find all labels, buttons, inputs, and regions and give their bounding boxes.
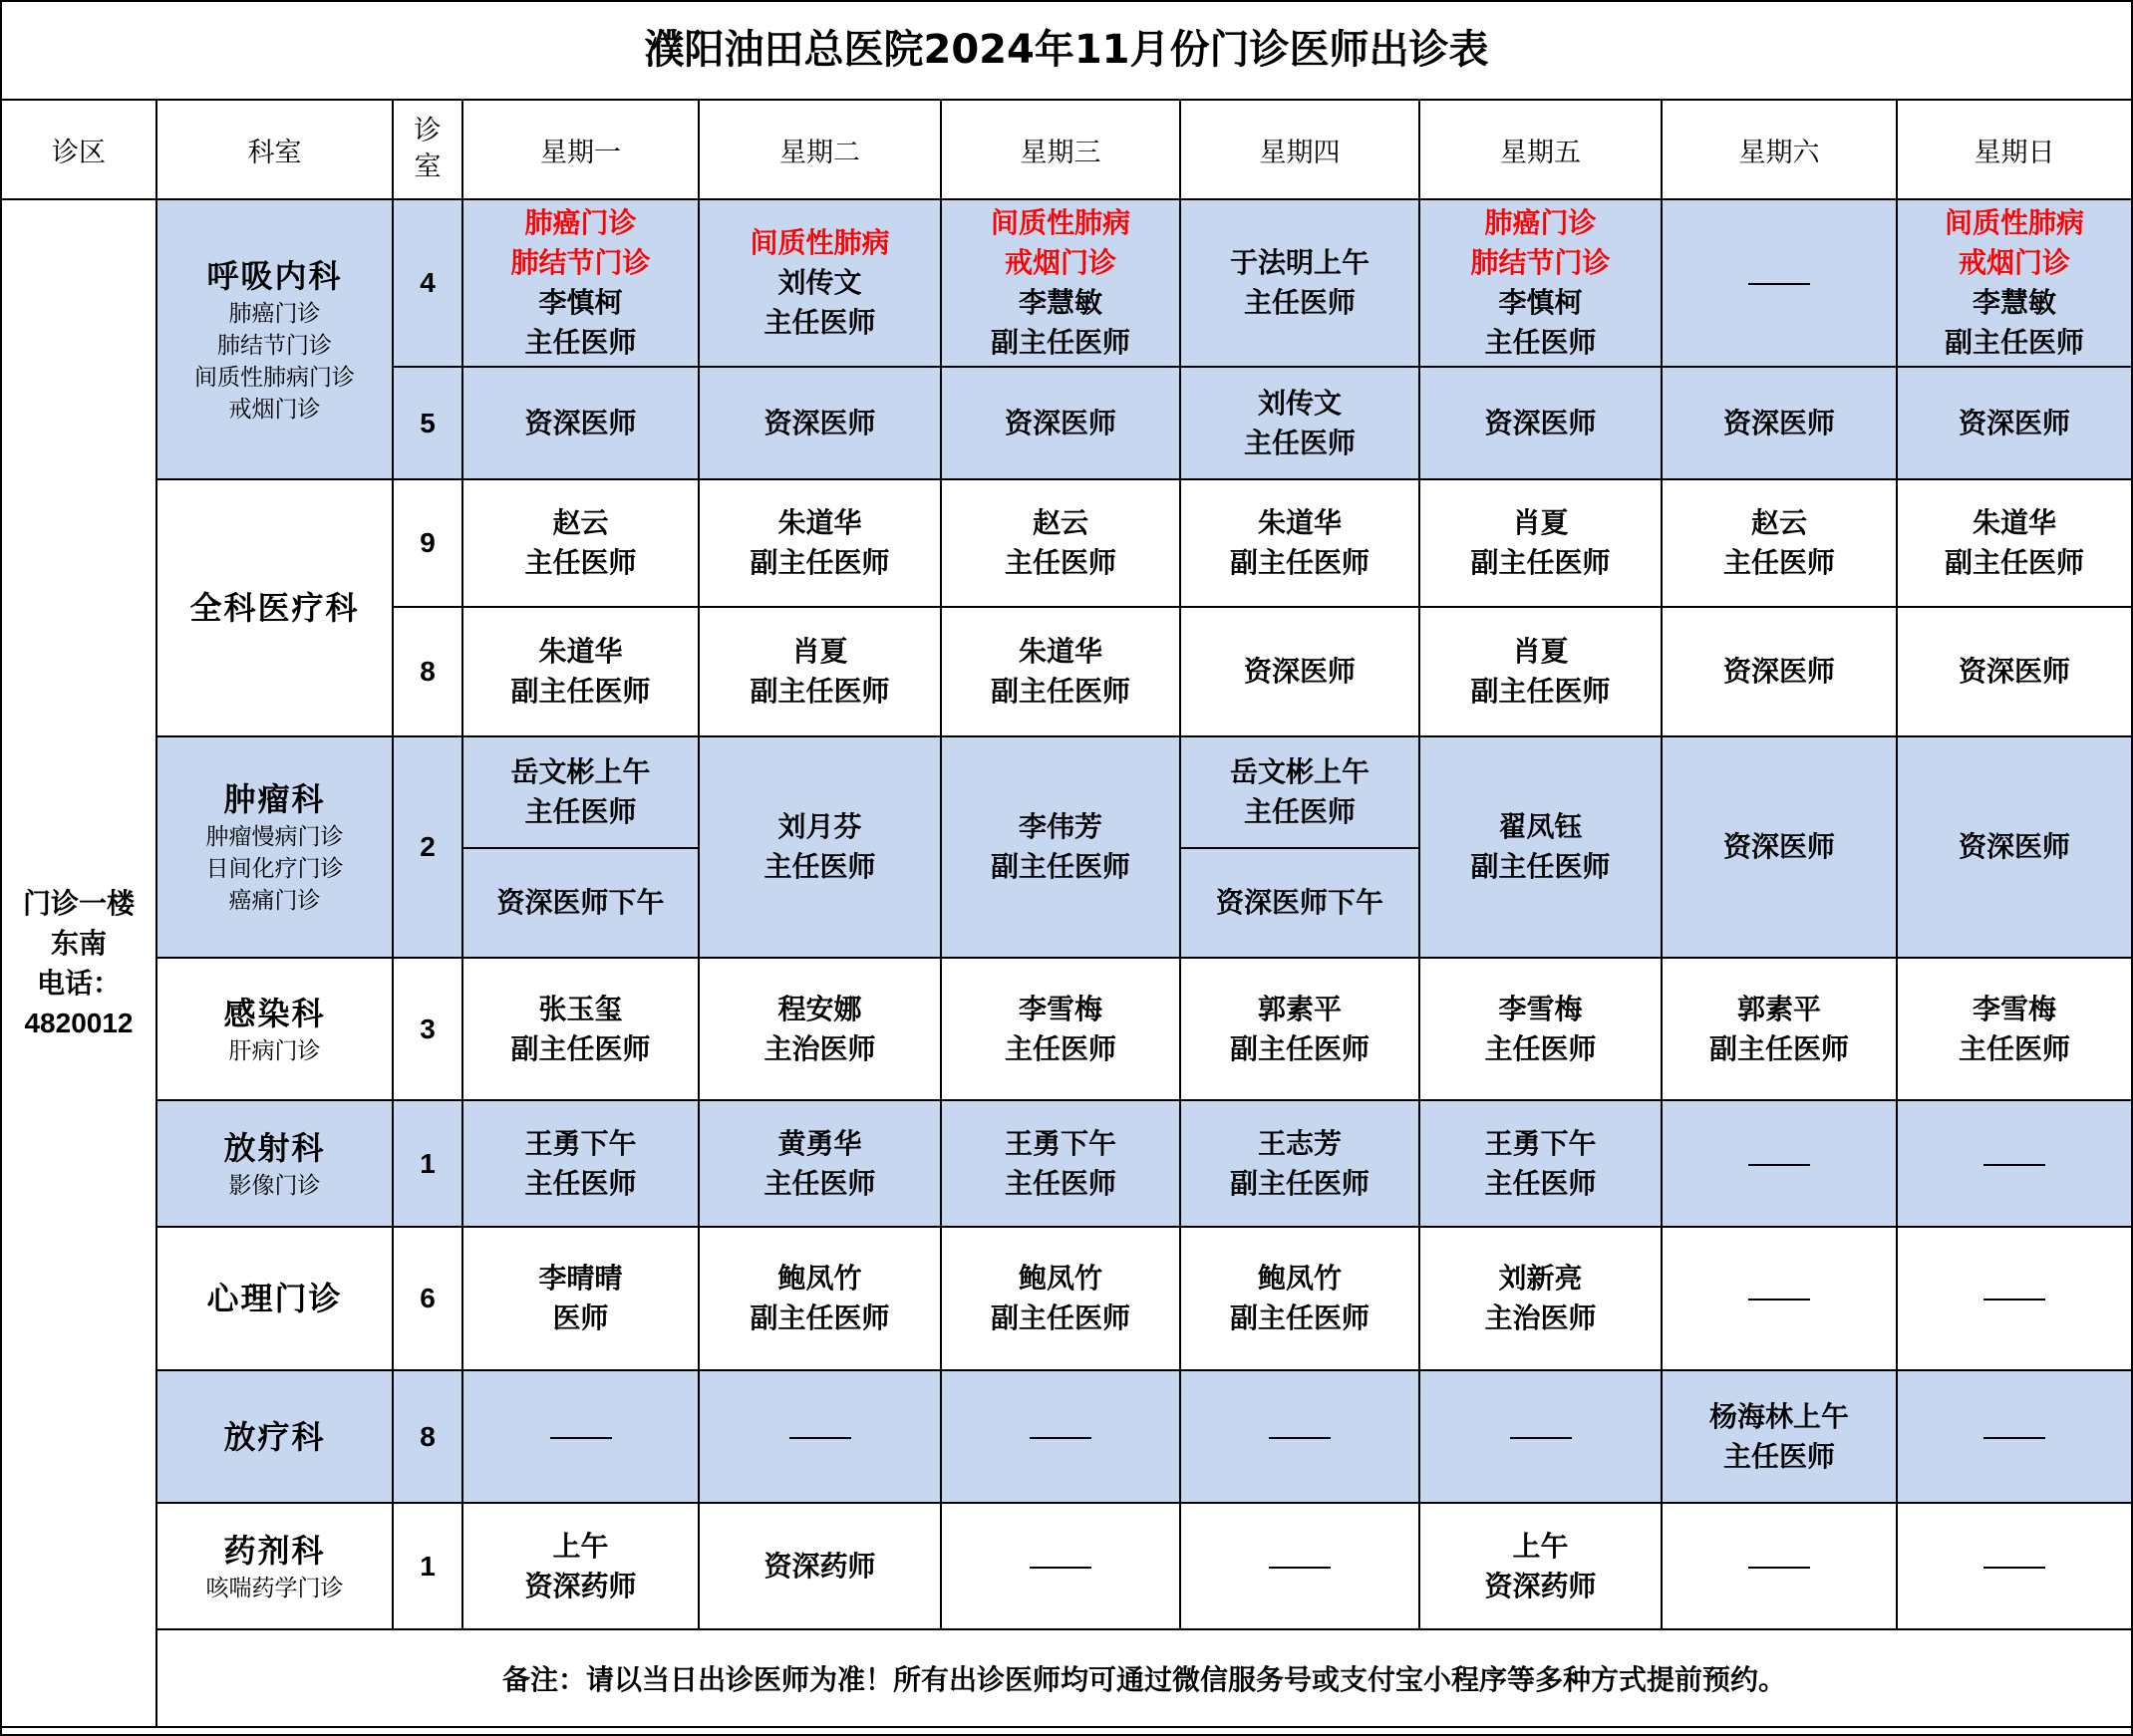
doctor-line: 刘月芬	[777, 810, 862, 843]
doctor-line: 主任医师	[524, 546, 637, 579]
dept-respiratory	[156, 199, 393, 479]
schedule-cell	[941, 1100, 1180, 1227]
doctor-line: 资深药师	[1484, 1569, 1597, 1602]
doctor-line: 副主任医师	[990, 326, 1130, 359]
row-infection	[2, 958, 2131, 1100]
room-number: 3	[393, 958, 462, 1100]
doctor-line: 主任医师	[763, 1166, 876, 1200]
row-oncology-am	[2, 736, 2131, 848]
doctor-line: 李雪梅	[1018, 992, 1102, 1025]
doctor-line: 资深药师	[763, 1549, 876, 1583]
doctor-line: 资深医师	[1722, 406, 1835, 439]
doctor-line: 李雪梅	[1498, 992, 1583, 1025]
doctor-line: 主任医师	[1004, 546, 1116, 579]
no-clinic-dash	[1748, 1567, 1810, 1569]
schedule-cell	[1419, 736, 1662, 958]
schedule-cell	[941, 607, 1180, 736]
dept-sub: 癌痛门诊	[228, 888, 321, 914]
schedule-cell	[699, 1370, 941, 1503]
schedule-cell	[699, 479, 941, 607]
schedule-cell	[699, 736, 941, 958]
room-number: 2	[393, 736, 462, 958]
clinic-label: 戒烟门诊	[1958, 246, 2070, 279]
doctor-line: 王勇下午	[1484, 1126, 1597, 1160]
schedule-cell	[941, 1227, 1180, 1370]
doctor-line: 岳文彬上午	[510, 755, 651, 788]
no-clinic-dash	[1030, 1567, 1091, 1569]
doctor-line: 赵云	[552, 506, 609, 539]
doctor-line: 主任医师	[1243, 426, 1356, 459]
doctor-line: 主任医师	[1722, 1439, 1835, 1473]
doctor-line: 副主任医师	[1470, 850, 1611, 883]
doctor-line: 资深医师下午	[1215, 886, 1383, 919]
schedule-cell	[1419, 479, 1662, 607]
dept-name: 呼吸内科	[206, 256, 343, 295]
header-day-fri: 星期五	[1419, 101, 1662, 199]
dept-name: 心理门诊	[206, 1280, 343, 1317]
clinic-label: 肺癌门诊	[1484, 206, 1597, 239]
no-clinic-dash	[1748, 283, 1810, 285]
schedule-cell	[1662, 1227, 1897, 1370]
doctor-line: 朱道华	[777, 506, 862, 539]
doctor-line: 赵云	[1750, 506, 1807, 539]
dept-sub: 咳喘药学门诊	[205, 1575, 344, 1601]
schedule-cell	[1897, 958, 2131, 1100]
dept-radiotherapy	[156, 1370, 393, 1503]
doctor-line: 副主任医师	[750, 675, 890, 708]
dept-sub: 影像门诊	[228, 1172, 321, 1199]
schedule-cell	[699, 958, 941, 1100]
schedule-cell	[941, 736, 1180, 958]
doctor-line: 王勇下午	[524, 1126, 637, 1160]
doctor-line: 杨海林上午	[1708, 1399, 1849, 1433]
doctor-line: 黄勇华	[777, 1126, 862, 1160]
schedule-cell	[1897, 479, 2131, 607]
doctor-line: 主任医师	[1243, 795, 1356, 828]
doctor-line: 资深医师	[1243, 655, 1356, 688]
schedule-cell	[1180, 1227, 1419, 1370]
schedule-cell	[1419, 958, 1662, 1100]
doctor-line: 副主任医师	[510, 675, 651, 708]
dept-name: 肿瘤科	[223, 780, 326, 818]
header-day-wed: 星期三	[941, 101, 1180, 199]
row-radiology	[2, 1100, 2131, 1227]
doctor-line: 郭素平	[1257, 992, 1342, 1025]
schedule-cell	[1897, 199, 2131, 367]
schedule-cell	[1180, 479, 1419, 607]
schedule-cell	[699, 1503, 941, 1629]
schedule-cell	[1180, 736, 1419, 848]
doctor-line: 主治医师	[1484, 1302, 1597, 1334]
dept-radiology	[156, 1100, 393, 1227]
schedule-cell	[1180, 607, 1419, 736]
doctor-line: 主任医师	[763, 306, 876, 339]
clinic-label: 间质性肺病	[750, 226, 890, 259]
doctor-line: 程安娜	[777, 992, 862, 1025]
doctor-line: 主任医师	[524, 326, 637, 359]
doctor-line: 副主任医师	[1229, 1166, 1370, 1200]
dept-sub: 肝病门诊	[228, 1037, 321, 1064]
clinic-label: 肺结节门诊	[1470, 246, 1611, 279]
schedule-cell	[699, 199, 941, 367]
doctor-line: 副主任医师	[1470, 675, 1611, 708]
clinic-label: 间质性肺病	[990, 206, 1130, 239]
schedule-cell	[462, 736, 699, 848]
doctor-line: 李慎柯	[1498, 286, 1583, 319]
doctor-line: 副主任医师	[990, 850, 1130, 883]
schedule-cell	[1662, 958, 1897, 1100]
schedule-cell	[462, 1370, 699, 1503]
dept-name: 全科医疗科	[189, 589, 360, 627]
schedule-cell	[1897, 1370, 2131, 1503]
doctor-line: 肖夏	[791, 635, 848, 668]
dept-name: 药剂科	[223, 1531, 326, 1570]
doctor-line: 刘新亮	[1498, 1262, 1583, 1295]
schedule-cell	[699, 1227, 941, 1370]
doctor-line: 朱道华	[1972, 506, 2056, 539]
schedule-cell	[1180, 848, 1419, 958]
page-title: 濮阳油田总医院2024年11月份门诊医师出诊表	[2, 2, 2131, 101]
row-general-9	[2, 479, 2131, 607]
doctor-line: 主任医师	[1004, 1166, 1116, 1200]
doctor-line: 主任医师	[1722, 546, 1835, 579]
room-number: 9	[393, 479, 462, 607]
schedule-cell	[1180, 1503, 1419, 1629]
doctor-line: 资深医师	[1958, 655, 2070, 688]
schedule-cell	[1180, 199, 1419, 367]
schedule-cell	[462, 607, 699, 736]
room-number: 4	[393, 199, 462, 367]
no-clinic-dash	[1748, 1164, 1810, 1166]
doctor-line: 资深医师	[1722, 655, 1835, 688]
doctor-line: 资深医师	[1004, 406, 1116, 439]
schedule-cell	[1180, 1100, 1419, 1227]
schedule-cell	[1662, 1370, 1897, 1503]
doctor-line: 副主任医师	[1229, 1031, 1370, 1065]
schedule-cell	[699, 1100, 941, 1227]
schedule-cell	[1662, 736, 1897, 958]
clinic-label: 戒烟门诊	[1004, 246, 1116, 279]
schedule-cell	[1662, 367, 1897, 479]
zone-line3: 电话：	[36, 966, 121, 1000]
schedule-cell	[462, 479, 699, 607]
schedule-cell	[462, 199, 699, 367]
dept-sub: 日间化疗门诊	[205, 856, 344, 882]
schedule-cell	[1419, 1370, 1662, 1503]
doctor-line: 资深药师	[524, 1569, 637, 1602]
doctor-line: 副主任医师	[1229, 1302, 1370, 1334]
doctor-line: 刘传文	[1257, 386, 1342, 420]
schedule-cell	[1419, 367, 1662, 479]
schedule-cell	[462, 1503, 699, 1629]
doctor-line: 主任医师	[1243, 286, 1356, 319]
no-clinic-dash	[1983, 1437, 2045, 1439]
schedule-cell	[1662, 199, 1897, 367]
doctor-line: 资深医师	[524, 406, 637, 439]
header-zone: 诊区	[2, 101, 156, 199]
doctor-line: 翟凤钰	[1498, 810, 1583, 843]
row-radiotherapy	[2, 1370, 2131, 1503]
dept-sub: 戒烟门诊	[228, 396, 321, 423]
no-clinic-dash	[1983, 1567, 2045, 1569]
schedule-cell	[1897, 367, 2131, 479]
room-number: 8	[393, 1370, 462, 1503]
doctor-line: 肖夏	[1512, 635, 1569, 668]
doctor-line: 主治医师	[763, 1031, 876, 1065]
no-clinic-dash	[1510, 1437, 1572, 1439]
note-row	[2, 1629, 2131, 1727]
doctor-line: 鲍凤竹	[777, 1262, 862, 1295]
doctor-line: 资深医师	[1958, 830, 2070, 863]
doctor-line: 主任医师	[1484, 326, 1597, 359]
no-clinic-dash	[789, 1437, 851, 1439]
doctor-line: 李伟芳	[1018, 810, 1102, 843]
schedule-cell	[941, 1370, 1180, 1503]
dept-pharmacy	[156, 1503, 393, 1629]
doctor-line: 主任医师	[1958, 1031, 2070, 1065]
header-room	[393, 101, 462, 199]
schedule-cell	[1180, 367, 1419, 479]
header-dept: 科室	[156, 101, 393, 199]
header-row	[2, 101, 2131, 199]
schedule-cell	[1180, 1370, 1419, 1503]
footnote: 备注：请以当日出诊医师为准！所有出诊医师均可通过微信服务号或支付宝小程序等多种方式提前预约。	[156, 1629, 2131, 1727]
header-room-line2: 室	[414, 151, 442, 182]
dept-psych	[156, 1227, 393, 1370]
doctor-line: 主任医师	[1004, 1031, 1116, 1065]
zone-phone: 4820012	[24, 1007, 134, 1038]
schedule-cell	[1419, 1503, 1662, 1629]
schedule-cell	[1662, 479, 1897, 607]
doctor-line: 朱道华	[1257, 506, 1342, 539]
schedule-cell	[941, 1503, 1180, 1629]
doctor-line: 主任医师	[524, 1166, 637, 1200]
schedule-cell	[941, 199, 1180, 367]
doctor-line: 副主任医师	[1470, 546, 1611, 579]
schedule-cell	[462, 848, 699, 958]
dept-name: 放疗科	[223, 1417, 326, 1456]
header-room-line1: 诊	[414, 116, 442, 146]
header-day-mon: 星期一	[462, 101, 699, 199]
doctor-line: 赵云	[1032, 506, 1088, 539]
doctor-line: 刘传文	[777, 266, 862, 299]
header-day-sat: 星期六	[1662, 101, 1897, 199]
dept-sub: 间质性肺病门诊	[194, 364, 355, 391]
doctor-line: 主任医师	[524, 795, 637, 828]
doctor-line: 资深医师	[1722, 830, 1835, 863]
schedule-cell	[462, 958, 699, 1100]
schedule-cell	[1419, 1227, 1662, 1370]
doctor-line: 资深医师下午	[496, 886, 665, 919]
schedule-cell	[1897, 607, 2131, 736]
doctor-line: 副主任医师	[510, 1031, 651, 1065]
header-day-sun: 星期日	[1897, 101, 2131, 199]
doctor-line: 上午	[1512, 1529, 1569, 1563]
doctor-line: 主任医师	[1484, 1031, 1597, 1065]
row-pharmacy	[2, 1503, 2131, 1629]
header-day-thu: 星期四	[1180, 101, 1419, 199]
schedule-table	[2, 101, 2131, 1728]
zone-line1: 门诊一楼	[22, 886, 135, 920]
doctor-line: 郭素平	[1736, 992, 1821, 1025]
doctor-line: 于法明上午	[1229, 246, 1370, 279]
dept-infection	[156, 958, 393, 1100]
room-number: 6	[393, 1227, 462, 1370]
schedule-cell	[941, 958, 1180, 1100]
schedule-cell	[462, 1100, 699, 1227]
doctor-line: 朱道华	[1018, 635, 1102, 668]
doctor-line: 副主任医师	[750, 546, 890, 579]
doctor-line: 资深医师	[1958, 406, 2070, 439]
doctor-line: 王勇下午	[1004, 1126, 1116, 1160]
room-number: 1	[393, 1100, 462, 1227]
doctor-line: 副主任医师	[1229, 546, 1370, 579]
doctor-line: 副主任医师	[1944, 546, 2084, 579]
doctor-line: 主任医师	[1484, 1166, 1597, 1200]
no-clinic-dash	[1030, 1437, 1091, 1439]
room-number: 5	[393, 367, 462, 479]
clinic-label: 肺癌门诊	[524, 206, 637, 239]
schedule-cell	[699, 367, 941, 479]
schedule-cell	[1419, 607, 1662, 736]
doctor-line: 鲍凤竹	[1257, 1262, 1342, 1295]
doctor-line: 岳文彬上午	[1229, 755, 1370, 788]
doctor-line: 资深医师	[1484, 406, 1597, 439]
doctor-line: 副主任医师	[1944, 326, 2084, 359]
schedule-cell	[1897, 1227, 2131, 1370]
schedule-cell	[1662, 1503, 1897, 1629]
dept-oncology	[156, 736, 393, 958]
no-clinic-dash	[1983, 1299, 2045, 1301]
dept-sub: 肺结节门诊	[217, 332, 332, 359]
schedule-cell	[1419, 199, 1662, 367]
doctor-line: 主任医师	[763, 850, 876, 883]
schedule-cell	[1897, 1503, 2131, 1629]
doctor-line: 副主任医师	[990, 675, 1130, 708]
zone-cell	[2, 199, 156, 1727]
row-psych	[2, 1227, 2131, 1370]
no-clinic-dash	[550, 1437, 612, 1439]
schedule-cell	[941, 479, 1180, 607]
header-day-tue: 星期二	[699, 101, 941, 199]
schedule-cell	[462, 1227, 699, 1370]
clinic-label: 肺结节门诊	[510, 246, 651, 279]
no-clinic-dash	[1269, 1567, 1331, 1569]
schedule-cell	[1662, 1100, 1897, 1227]
dept-sub: 肿瘤慢病门诊	[205, 824, 344, 850]
doctor-line: 李慧敏	[1018, 286, 1102, 319]
room-number: 8	[393, 607, 462, 736]
schedule-cell	[941, 367, 1180, 479]
no-clinic-dash	[1269, 1437, 1331, 1439]
no-clinic-dash	[1748, 1299, 1810, 1301]
doctor-line: 肖夏	[1512, 506, 1569, 539]
schedule-cell	[1897, 736, 2131, 958]
zone-line2: 东南	[50, 926, 107, 960]
row-respiratory-4	[2, 199, 2131, 367]
clinic-label: 间质性肺病	[1944, 206, 2084, 239]
doctor-line: 资深医师	[763, 406, 876, 439]
doctor-line: 副主任医师	[990, 1302, 1130, 1334]
doctor-line: 副主任医师	[750, 1302, 890, 1334]
schedule-cell	[1419, 1100, 1662, 1227]
doctor-line: 上午	[552, 1529, 609, 1563]
doctor-line: 医师	[552, 1302, 609, 1334]
room-number: 1	[393, 1503, 462, 1629]
dept-sub: 肺癌门诊	[228, 300, 321, 327]
schedule-cell	[699, 607, 941, 736]
doctor-line: 鲍凤竹	[1018, 1262, 1102, 1295]
schedule-cell	[1897, 1100, 2131, 1227]
doctor-line: 副主任医师	[1708, 1031, 1849, 1065]
doctor-line: 朱道华	[538, 635, 623, 668]
dept-name: 感染科	[223, 994, 326, 1032]
dept-name: 放射科	[223, 1128, 326, 1167]
doctor-line: 李雪梅	[1972, 992, 2056, 1025]
doctor-line: 张玉玺	[538, 992, 623, 1025]
doctor-line: 李晴晴	[538, 1262, 623, 1295]
schedule-cell	[1180, 958, 1419, 1100]
doctor-line: 王志芳	[1257, 1126, 1342, 1160]
no-clinic-dash	[1983, 1164, 2045, 1166]
schedule-cell	[1662, 607, 1897, 736]
schedule-cell	[462, 367, 699, 479]
doctor-line: 李慧敏	[1972, 286, 2056, 319]
doctor-line: 李慎柯	[538, 286, 623, 319]
dept-general	[156, 479, 393, 736]
